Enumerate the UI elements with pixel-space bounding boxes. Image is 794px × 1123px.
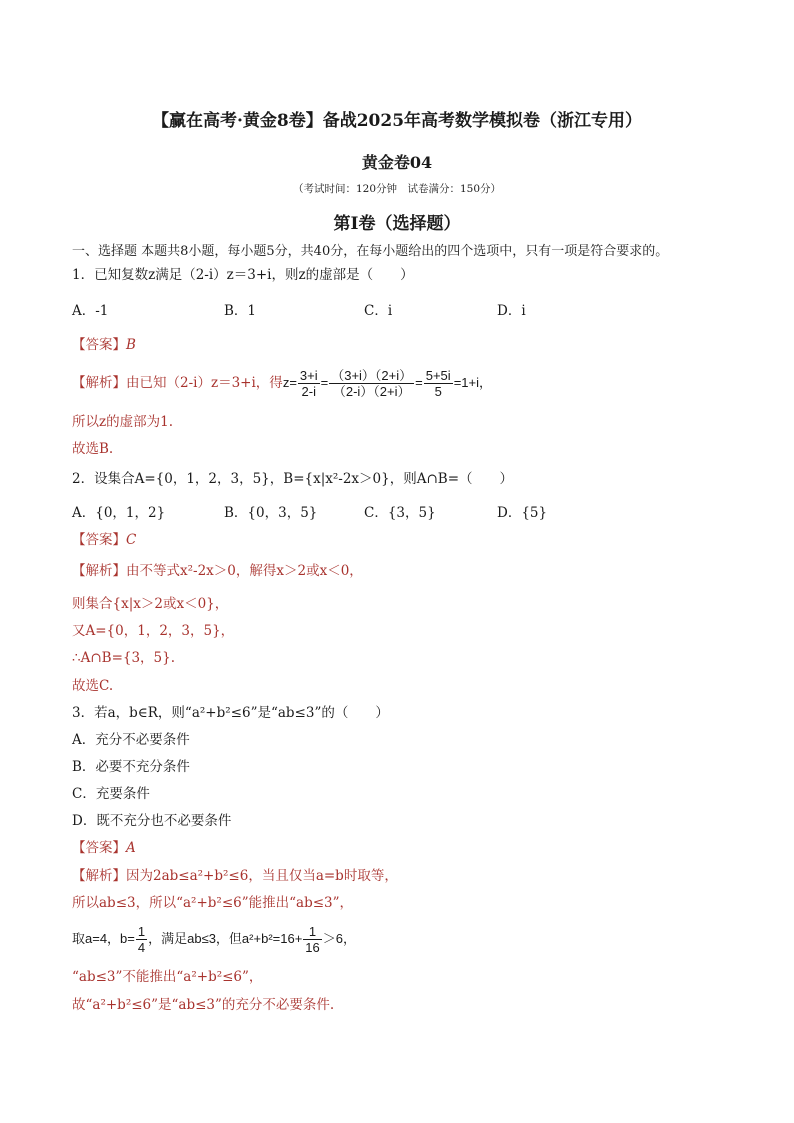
q2-analysis-line3: 又A={0，1，2，3，5}， [72,623,235,639]
q3-f2-den: 16 [305,940,320,955]
q3-line3-c: ＞6， [322,931,356,946]
q1-f1-num: 3+i [299,368,318,383]
q3-fraction-2 [303,924,321,955]
q2-option-a: A．{0，1，2} [72,505,166,521]
q3-analysis-line4: “ab≤3”不能推出“a²+b²≤6”， [72,969,263,985]
q3-analysis-line5: 故“a²+b²≤6”是“ab≤3”的充分不必要条件. [72,997,335,1013]
q3-option-a: A．充分不必要条件 [72,732,190,748]
q2-analysis [72,562,363,580]
q1-fraction-3 [424,368,453,399]
q1-eq-z: z= [282,375,297,390]
q3-fraction-1 [136,924,147,955]
q1-option-d: D．i [497,303,526,319]
q1-eq-result: =1+i， [453,375,492,390]
q1-eq2: = [415,375,423,390]
q3-line3-a: 取a=4，b= [72,931,135,946]
q1-analysis-prefix: 由已知（2-i）z＝3+i，得 [126,375,283,391]
q3-option-c: C．充要条件 [72,786,150,802]
q1-fraction-2 [329,368,414,399]
q1-f2-num: （3+i）（2+i） [331,368,413,383]
q2-analysis-text: 由不等式x²-2x＞0，解得x＞2或x＜0， [126,563,363,579]
exam-info: （考试时间：120分钟 试卷满分：150分） [292,183,502,195]
q1-option-b: B．1 [224,303,257,319]
instructions: 一、选择题 本题共8小题，每小题5分，共40分，在每小题给出的四个选项中，只有一项是符合要求的。 [72,244,669,259]
q3-f-num: 1 [137,924,146,939]
analysis-label: 【解析】 [72,375,126,391]
analysis-label: 【解析】 [72,563,126,579]
q1-f3-den: 5 [434,384,442,399]
q1-option-a: A．-1 [72,303,109,319]
q1-f2-den: （2-i）（2+i） [332,384,411,399]
q2-answer [72,531,136,549]
q2-answer-value: C [126,532,137,548]
q2-analysis-line4: ∴A∩B={3，5}. [72,650,176,666]
q1-answer-value: B [126,337,136,353]
q3-f-den: 4 [137,940,146,955]
q1-fraction-1 [298,368,320,399]
analysis-label: 【解析】 [72,868,126,884]
q3-line3-b: ，满足ab≤3，但a²+b²=16+ [148,931,303,946]
q1-analysis-line2: 所以z的虚部为1. [72,414,173,430]
sub-title: 黄金卷04 [361,153,433,172]
answer-label: 【答案】 [72,840,126,856]
q2-option-d: D．{5} [497,505,548,521]
q2-stem: 2．设集合A={0，1，2，3，5}，B={x|x²-2x＞0}，则A∩B=（ ） [72,471,514,487]
q3-stem: 3．若a，b∈R，则“a²+b²≤6”是“ab≤3”的（ ） [72,705,389,721]
answer-label: 【答案】 [72,532,126,548]
q2-option-b: B．{0，3，5} [224,505,318,521]
q3-answer-value: A [126,840,136,856]
q1-stem: 1．已知复数z满足（2-i）z＝3+i，则z的虚部是（ ） [72,267,414,283]
q1-answer [72,336,136,354]
q3-answer [72,839,136,857]
q1-eq1: = [320,375,329,390]
q2-option-c: C．{3，5} [364,505,436,521]
q3-f2-num: 1 [303,924,321,940]
q1-f1-den: 2-i [301,384,316,399]
answer-label: 【答案】 [72,337,126,353]
q3-analysis-line3 [72,922,356,956]
q2-analysis-line5: 故选C. [72,678,114,694]
q1-f3-num: 5+5i [425,368,451,383]
q1-analysis [72,366,492,400]
q1-option-c: C．i [364,303,393,319]
q3-analysis [72,867,398,885]
section-title: 第I卷（选择题） [333,214,461,234]
q3-option-b: B．必要不充分条件 [72,759,190,775]
q1-analysis-line3: 故选B. [72,441,114,457]
q3-option-d: D．既不充分也不必要条件 [72,813,232,829]
main-title: 【赢在高考·黄金8卷】备战2025年高考数学模拟卷（浙江专用） [151,111,643,131]
q3-analysis-line2: 所以ab≤3，所以“a²+b²≤6”能推出“ab≤3”， [72,895,354,911]
q2-analysis-line2: 则集合{x|x＞2或x＜0}， [72,596,229,612]
q3-analysis-text: 因为2ab≤a²+b²≤6，当且仅当a=b时取等， [126,868,398,884]
